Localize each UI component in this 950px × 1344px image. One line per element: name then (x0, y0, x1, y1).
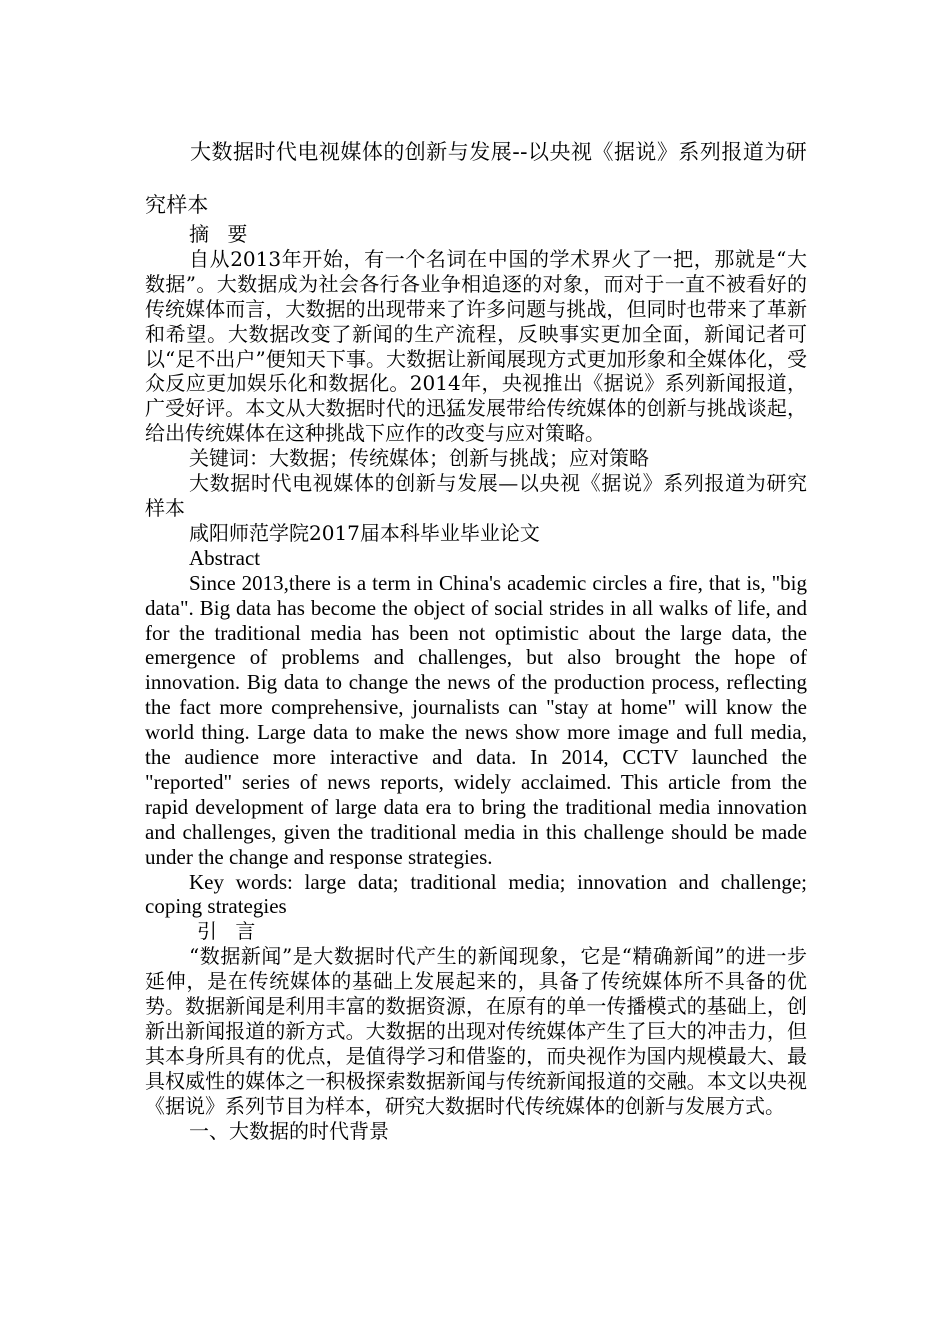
intro-paragraph: “数据新闻”是大数据时代产生的新闻现象，它是“精确新闻”的进一步延伸，是在传统媒体的基础上发展起来的，具备了传统媒体所不具备的优势。数据新闻是利用丰富的数据资源，在原有的单一传播模式的基础上，创新出新闻报道的新方式。大数据的出现对传统媒体产生了巨大的冲击力，但其本身所具有的优点，是值得学习和借鉴的，而央视作为国内规模最大、最具权威性的媒体之一积极探索数据新闻与传统新闻报道的交融。本文以央视《据说》系列节目为样本，研究大数据时代传统媒体的创新与发展方式。 (145, 944, 807, 1118)
document-body (145, 222, 807, 1144)
abstract-en-heading: Abstract (189, 545, 261, 570)
title-repeat: 大数据时代电视媒体的创新与发展—以央视《据说》系列报道为研究样本 (145, 471, 807, 520)
document-title: 大数据时代电视媒体的创新与发展--以央视《据说》系列报道为研究样本 (145, 140, 807, 217)
abstract-heading: 摘 要 (189, 222, 254, 246)
intro-heading: 引 言 (197, 919, 262, 944)
section-1-heading: 一、大数据的时代背景 (189, 1118, 389, 1143)
keywords-en: Key words: large data; traditional media; innovation and challenge; coping strategies (145, 869, 807, 919)
keywords-cn: 关键词：大数据；传统媒体；创新与挑战；应对策略 (189, 446, 649, 471)
abstract-en-paragraph: Since 2013,there is a term in China's academic circles a fire, that is, "big data". Big data has become the object of social strides in all walks of life, and for the traditional media has been not optimistic about the large data, the emergence of problems and challenges, but also brought the hope of innovation. Big data to change the news of the production process, reflecting the fact more comprehensive, journalists can "stay at home" will know the world thing. Large data to make the news show more image and full media, the audience more interactive and data. In 2014, CCTV launched the "reported" series of news reports, widely acclaimed. This article from the rapid development of large data era to bring the traditional media innovation and challenges, given the traditional media in this challenge should be made under the change and response strategies. (145, 570, 807, 869)
abstract-cn-paragraph: 自从2013年开始，有一个名词在中国的学术界火了一把，那就是“大数据”。大数据成为社会各行各业争相追逐的对象，而对于一直不被看好的传统媒体而言，大数据的出现带来了许多问题与挑战，但同时也带来了革新和希望。大数据改变了新闻的生产流程，反映事实更加全面，新闻记者可以“足不出户”便知天下事。大数据让新闻展现方式更加形象和全媒体化，受众反应更加娱乐化和数据化。2014年，央视推出《据说》系列新闻报道，广受好评。本文从大数据时代的迅猛发展带给传统媒体的创新与挑战谈起，给出传统媒体在这种挑战下应作的改变与应对策略。 (145, 246, 807, 446)
thesis-note: 咸阳师范学院2017届本科毕业毕业论文 (189, 520, 540, 545)
